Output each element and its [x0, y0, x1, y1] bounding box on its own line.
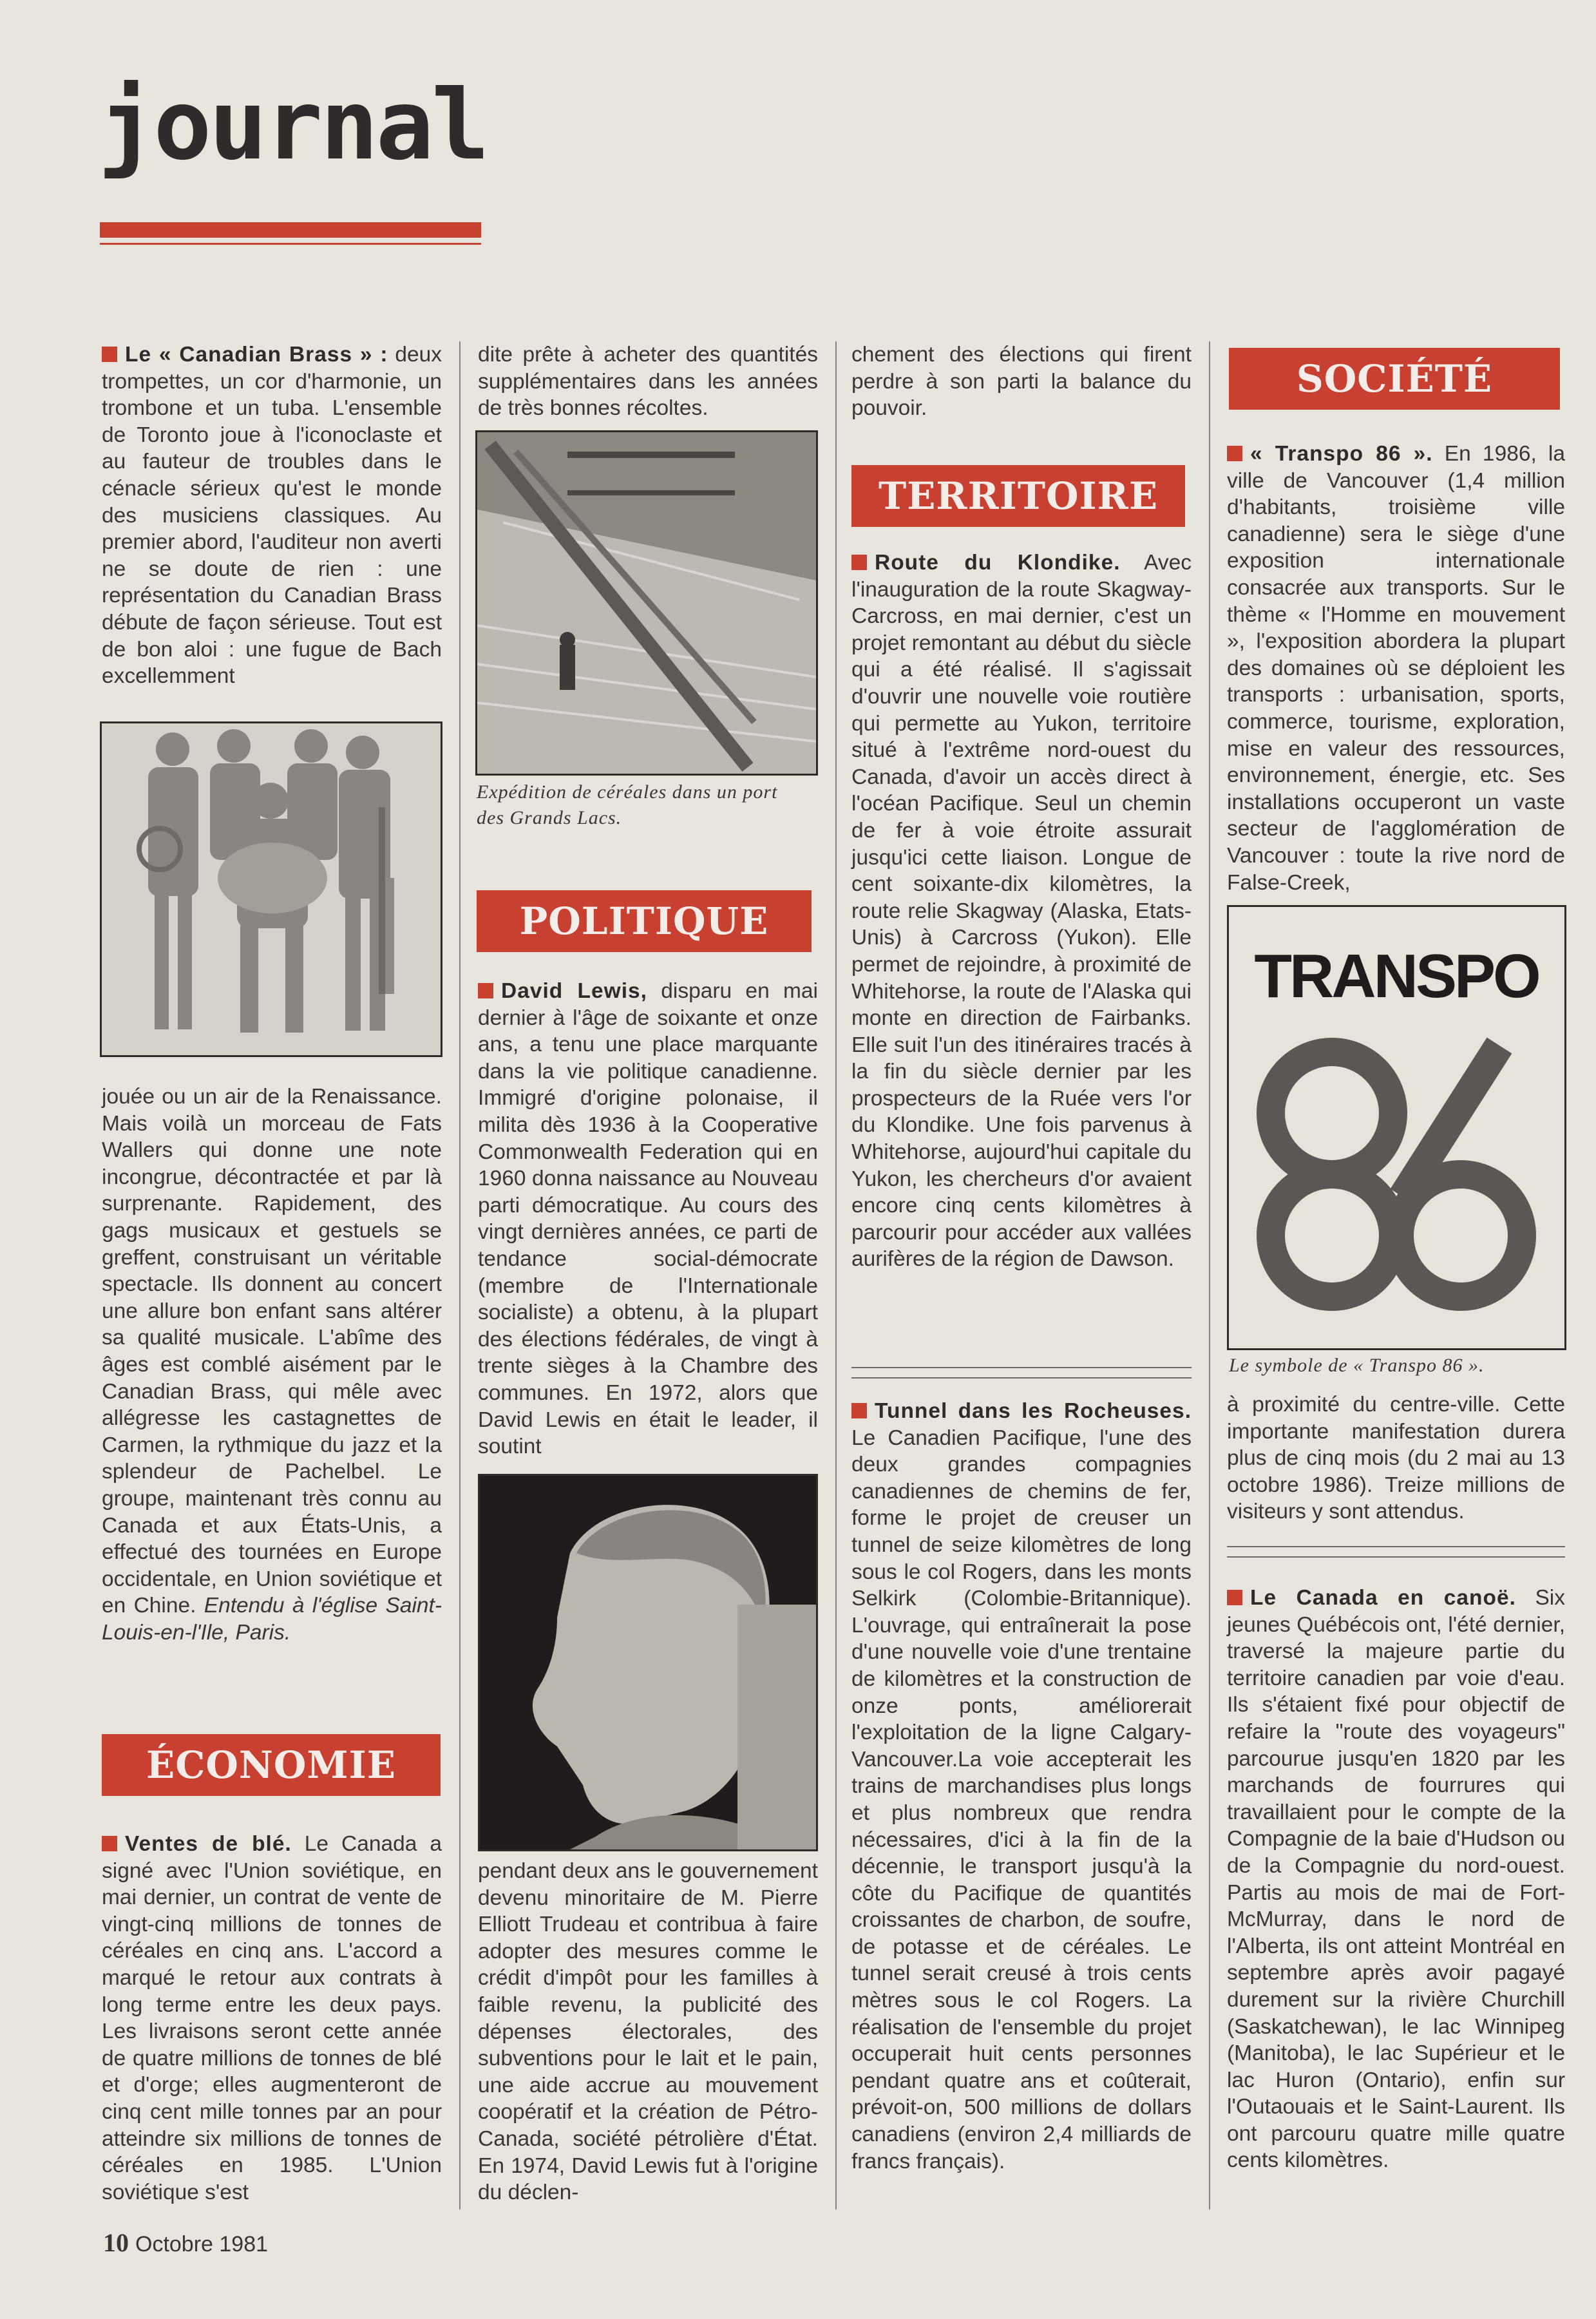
- section-header-societe: SOCIÉTÉ: [1229, 348, 1560, 410]
- grain-ship-illustration: [477, 432, 816, 774]
- section-header-politique: POLITIQUE: [477, 890, 812, 952]
- article-text: disparu en mai dernier à l'âge de soixante et onze ans, a tenu une place marquante dans la vie politique canadienne. Immigré d'origine polonaise, il milita dès 1936 à la Cooperative Commonwealth Federation qui en 1960 donna naissance au Nouveau parti démocratique. Au cours des vingt dernières années, ce parti de tendance social-démocrate (membre de l'Internationale socialiste) a obtenu, à la plupart des élections fédérales, de vingt à trente sièges à la Chambre des communes. En 1972, alors que David Lewis en était le leader, il soutint: [478, 979, 818, 1459]
- bullet-square-icon: [851, 1403, 867, 1418]
- bullet-square-icon: [1227, 446, 1242, 461]
- column-3-bottom: [851, 1398, 1192, 2175]
- article-route-klondike: [851, 549, 1192, 1273]
- article-ventes-ble-continued: dite prête à acheter des quantités supplémentaires dans les années de très bonnes récoltes.: [478, 343, 818, 421]
- caption-cereales: Expédition de céréales dans un port des Grands Lacs.: [477, 781, 778, 828]
- masthead-rule: [100, 243, 481, 245]
- article-transpo: [1227, 441, 1565, 896]
- article-text: deux trompettes, un cor d'harmonie, un trombone et un tuba. L'ensemble de Toronto joue à l'iconoclaste et au fauteur de troubles dans le cénacle sérieux qu'est le monde des musiciens classiques. Au premier abord, l'auditeur non averti ne se doute de rien : une représentation du Canadian Brass débute de façon sérieuse. Tout est de bon aloi : une fugue de Bach excellemment: [102, 343, 442, 689]
- bullet-square-icon: [102, 1836, 117, 1851]
- article-text: Le Canada a signé avec l'Union soviétique, en mai dernier, un contrat de vente de vingt-cinq millions de tonnes de céréales en cinq ans. L'accord a marqué le retour aux contrats à long terme entre les deux pays. Les livraisons seront cette année de quatre millions de tonnes de blé et d'orge; elles augmenteront de cinq cent mille tonnes par an pour atteindre six millions de tonnes de céréales en 1985. L'Union soviétique s'est: [102, 1832, 442, 2204]
- column-4-middle: [1227, 1391, 1565, 1525]
- portrait-illustration: [480, 1476, 816, 1849]
- masthead-title: journal: [98, 70, 488, 182]
- column-divider: [835, 341, 837, 2209]
- article-david-lewis-end: chement des élections qui firent perdre à son parti la balance du pouvoir.: [851, 343, 1192, 421]
- article-canadian-brass: [102, 341, 442, 690]
- section-header-territoire: TERRITOIRE: [851, 465, 1185, 527]
- column-2-middle: [478, 978, 818, 1460]
- article-ventes-ble: [102, 1831, 442, 2206]
- transpo-86-logo-graphic: [1229, 907, 1564, 1348]
- article-text-continued: [102, 1083, 442, 1646]
- article-lead: Ventes de blé.: [125, 1832, 292, 1856]
- caption-transpo: Le symbole de « Transpo 86 ».: [1229, 1355, 1485, 1376]
- article-tunnel-rocheuses: [851, 1398, 1192, 2175]
- article-credit: Entendu à l'église Saint-Louis-en-l'Ile, Paris.: [102, 1594, 442, 1645]
- column-1-middle: [102, 1083, 442, 1646]
- column-2-top: [478, 341, 818, 422]
- column-3-middle: [851, 549, 1192, 1273]
- article-divider: [851, 1367, 1192, 1368]
- photo-cereales: [475, 430, 818, 776]
- photo-canadian-brass: [100, 721, 442, 1057]
- article-text: En 1986, la ville de Vancouver (1,4 million d'habitants, troisième ville canadienne) sera le siège d'une exposition internationale consacrée aux transports. Sur le thème « l'Homme en mouvement », l'exposition abordera la plupart des domaines où se déploient les transports : urbanisation, sports, commerce, tourisme, exploration, mise en valeur des ressources, environnement, énergie, etc. Ses installations occuperont un vaste secteur de l'agglomération de Vancouver : toute la rive nord de False-Creek,: [1227, 442, 1566, 895]
- photo-david-lewis: [478, 1474, 818, 1851]
- article-lead: David Lewis,: [501, 979, 647, 1003]
- article-lead: Le « Canadian Brass » :: [125, 343, 388, 367]
- article-text: Avec l'inauguration de la route Skagway-Carcross, en mai dernier, c'est un projet remontant au début du siècle qui a été réalisé. Il s'agissait d'ouvrir une nouvelle voie routière qui permette au Yukon, territoire situé à l'extrême nord-ouest du Canada, d'avoir un accès direct à l'océan Pacifique. Seul un chemin de fer à voie étroite assurait jusqu'ici cette liaison. Longue de cent soixante-dix kilomètres, la route relie Skagway (Alaska, Etats-Unis) à Carcross (Yukon). Elle permet de rejoindre, à proximité de Whitehorse, la route de l'Alaska qui monte en direction de Fairbanks. Elle suit l'un des itinéraires tracés à la fin du siècle dernier par les prospecteurs de la Ruée vers l'or du Klondike. Une fois parvenus à Whitehorse, aujourd'hui capitale du Yukon, les chercheurs d'or avaient encore cinq cents kilomètres à parcourir pour accéder aux vallées aurifères de la région de Dawson.: [851, 551, 1192, 1272]
- transpo-logo-word: TRANSPO: [1254, 942, 1539, 1011]
- article-lead: Tunnel dans les Rocheuses.: [875, 1399, 1192, 1423]
- column-3-top: [851, 341, 1192, 422]
- article-text: Le Canadien Pacifique, l'une des deux grandes compagnies canadiennes de chemins de fer, forme le projet de creuser un tunnel de seize kilomètres de long sous le col Rogers, dans les monts Selkirk (Colombie-Britannique). L'ouvrage, qui entraînerait la pose d'une nouvelle voie d'une trentaine de kilomètres et la construction de onze ponts, améliorerait l'exploitation de la ligne Calgary-Vancouver.La voie accepterait les trains de marchandises plus longs et plus nombreux que rendra nécessaires, d'ici à la fin de la décennie, le transport jusqu'à la côte du Pacifique de quantités croissantes de charbon, de soufre, de potasse et de céréales. Le tunnel serait creusé à trois cents mètres sous le col Rogers. La réalisation de l'ensemble du projet occuperait huit cents personnes pendant quatre ans et coûterait, prévoit-on, 500 millions de dollars canadiens (environ 2,4 milliards de francs français).: [851, 1426, 1192, 2173]
- column-2-bottom: [478, 1858, 818, 2206]
- bullet-square-icon: [851, 555, 867, 570]
- article-david-lewis-continued: pendant deux ans le gouvernement devenu minoritaire de M. Pierre Elliott Trudeau et contribua à faire adopter des mesures comme le crédit d'impôt pour les familles à faible revenu, la publicité des dépenses électorales, des subventions pour le lait et le pain, une aide accrue au mouvement coopératif et la création de Pétro-Canada, société pétrolière d'État. En 1974, David Lewis fut à l'origine du déclen-: [478, 1859, 818, 2205]
- article-divider: [1227, 1556, 1565, 1558]
- section-header-economie: ÉCONOMIE: [102, 1734, 441, 1796]
- article-lead: Le Canada en canoë.: [1250, 1586, 1516, 1610]
- musicians-photo-illustration: [102, 723, 441, 1055]
- article-divider: [1227, 1546, 1565, 1547]
- column-divider: [459, 341, 461, 2209]
- bullet-square-icon: [102, 347, 117, 362]
- bullet-square-icon: [1227, 1590, 1242, 1605]
- article-divider: [851, 1377, 1192, 1379]
- article-canada-canoe: [1227, 1585, 1565, 2174]
- bullet-square-icon: [478, 983, 493, 998]
- article-lead: « Transpo 86 ».: [1250, 442, 1433, 466]
- article-text: jouée ou un air de la Renaissance. Mais voilà un morceau de Fats Wallers qui donne une note incongrue, décontractée et par là surprenante. Rapidement, des gags musicaux et gestuels se greffent, construisant un véritable spectacle. Ils donnent au concert une allure bon enfant sans altérer sa qualité musicale. L'abîme des âges est comblé aisément par le Canadian Brass, qui mêle avec allégresse les castagnettes de Carmen, la rythmique du jazz et la splendeur de Pachelbel. Le groupe, maintenant très connu au Canada et aux États-Unis, a effectué des tournées en Europe occidentale, en Union soviétique et en Chine.: [102, 1085, 442, 1618]
- article-david-lewis: [478, 978, 818, 1460]
- column-1-top: [102, 341, 442, 690]
- page-footer: [103, 2228, 268, 2258]
- page-number: 10: [103, 2228, 129, 2257]
- column-4-bottom: [1227, 1585, 1565, 2174]
- column-4-top: [1227, 441, 1565, 896]
- masthead-bar: [100, 222, 481, 238]
- article-lead: Route du Klondike.: [875, 551, 1121, 575]
- article-transpo-continued: à proximité du centre-ville. Cette importante manifestation durera plus de cinq mois (du 2 mai au 13 octobre 1986). Treize millions de visiteurs y sont attendus.: [1227, 1393, 1565, 1524]
- transpo-logo: [1227, 905, 1566, 1350]
- issue-date: Octobre 1981: [135, 2232, 269, 2257]
- column-1-bottom: [102, 1831, 442, 2206]
- column-divider: [1209, 341, 1210, 2209]
- article-text: Six jeunes Québécois ont, l'été dernier, traversé la majeure partie du territoire canadien par voie d'eau. Ils s'étaient fixé pour objectif de refaire la "route des voyageurs" parcourue jusqu'en 1820 par les marchands de fourrures qui travaillaient pour le compte de la Compagnie de la baie d'Hudson ou de la Compagnie du nord-ouest. Partis au mois de mai de Fort-McMurray, dans le nord de l'Alberta, ils ont atteint Montréal en septembre après avoir pagayé durement sur la rivière Churchill (Saskatchewan), le lac Winnipeg (Manitoba), le lac Supérieur et le lac Huron (Ontario), enfin sur l'Outaouais et le Saint-Laurent. Ils ont parcouru quatre mille quatre cents kilomètres.: [1227, 1586, 1565, 2173]
